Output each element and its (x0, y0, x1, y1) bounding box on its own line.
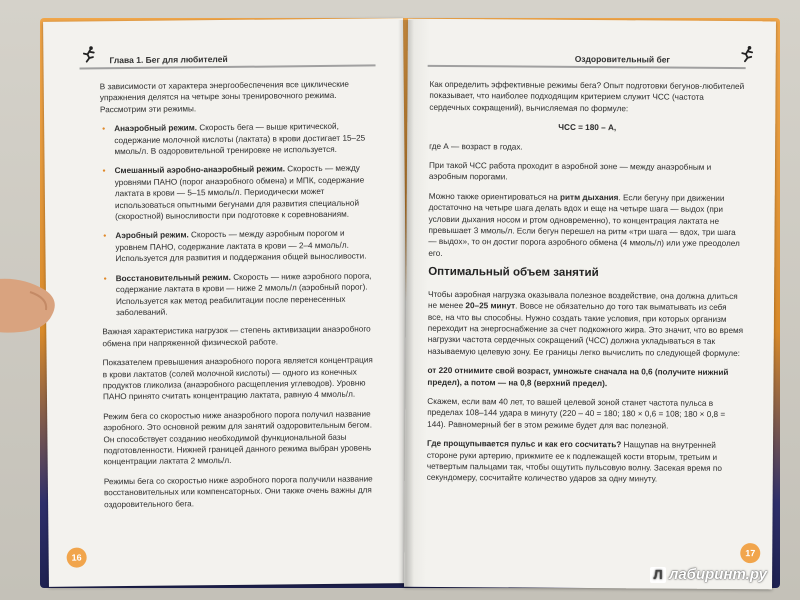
paragraph (428, 289, 744, 360)
emphasis: 20–25 минут (465, 301, 516, 311)
right-page-text (427, 79, 746, 494)
text-run: . Если бегуну при движении достаточно на четыре шага делать вдох и еще на четыре шага — выдох (при условии дыхания носом и ртом одновременно), то концентрация лактата не превышает 3 ммоль/л. Если бегун перешел на ритм «три шага — вдох, три шага — выдох», то он достиг порога аэробного обмена (4 ммоль/л) или уже преодолел его. (428, 193, 740, 258)
watermark (650, 566, 767, 583)
text-run: Нащупав на внутренней стороне руки артерию, прижмите ее к подлежащей кости вторым, третьим и четвертым пальцами так, чтобы ощутить пульсовую волну. Засекая время по секундомеру, сосчитайте количество ударов за одну минуту. (426, 440, 722, 484)
left-page (43, 18, 409, 587)
book-gutter (398, 20, 414, 588)
list-item (102, 270, 374, 318)
text-run: Чтобы аэробная нагрузка оказывала полезное воздействие, она должна длиться не менее (427, 289, 738, 311)
page-number: 16 (67, 547, 87, 567)
term: Анаэробный режим. (114, 123, 198, 134)
list-item (100, 121, 372, 158)
runner-icon (738, 45, 756, 63)
hand (0, 270, 70, 350)
paragraph: Режимы бега со скоростью ниже аэробного порога получили название восстановительных или компенсаторных. Они также очень важны для оздоровительного бега. (103, 474, 373, 509)
list-item (101, 228, 373, 265)
term: Аэробный режим. (115, 230, 189, 241)
list-item (101, 163, 374, 223)
term: Восстановительный режим. (115, 272, 231, 283)
section-header: Оздоровительный бег (574, 53, 671, 65)
left-page-text (100, 78, 377, 518)
paragraph: Как определить эффективные режимы бега? Опыт подготовки бегунов-любителей показывает, что наиболее подходящим критерием служит ЧСС (частота сердечных сокращений), вычисляемая по формуле: (429, 79, 745, 114)
definition: Скорость — между аэробным порогом и уровнем ПАНО, содержание лактата в крови — 2–4 ммоль/л. Используется для развития и поддержания общей выносливости. (115, 229, 367, 264)
emphasis: Где прощупывается пульс и как его сосчитать? (426, 439, 622, 450)
paragraph: Важная характеристика нагрузок — степень активизации анаэробного обмена при напряженной физической работе. (102, 324, 371, 349)
formula: ЧСС = 180 – А, (558, 122, 617, 133)
definition: Скорость — между уровнями ПАНО (порог анаэробного обмена) и МПК, содержание лактата в крови — 5–15 ммоль/л. Периодически может использоваться опытными бегунами для развития специальной (скоростной) выносливости при подготовке к соревнованиям. (114, 164, 365, 222)
text-run: . Вовсе не обязательно до того так выматывать из себя все, на что вы способны. Нужно создать такие условия, при которых организм переходит на энергоснабжение за счет подкожного жира. Это значит, что во время нагрузки частота сердечных сокращений (ЧСС) должна укладываться в так называемую целевую зону. Ее границы легко вычислить по следующей формуле: (427, 301, 744, 358)
paragraph (427, 438, 743, 486)
section-title: Оптимальный объем занятий (428, 266, 599, 280)
term: Смешанный аэробно-анаэробный режим. (114, 164, 286, 176)
bold-instruction: от 220 отнимите свой возраст, умножьте сначала на 0,6 (получите нижний предел), а потом — на 0,8 (верхний предел). (427, 365, 729, 388)
paragraph: Показателем превышения анаэробного порога является концентрация в крови лактатов (солей молочной кислоты) — одного из конечных продуктов гликолиза (анаэробного расщепления углеводов). Уровню ПАНО принято считать концентрацию лактата, равную 4 ммоль/л. (102, 355, 373, 402)
header-rule (80, 64, 376, 69)
watermark-text: лабиринт.ру (669, 566, 767, 583)
header-rule (428, 65, 746, 69)
runner-icon (79, 45, 97, 63)
paragraph: Режим бега со скоростью ниже анаэробного порога получил название аэробного. Это основной режим для занятий оздоровительным бегом. Он способствует созданию необходимой функциональной базы подготовленности. Нижней границей данного режима выбран уровень концентрации лактата 2 ммоль/л. (103, 409, 372, 467)
paragraph: При такой ЧСС работа проходит в аэробной зоне — между анаэробным и аэробным порогами. (428, 160, 712, 182)
paragraph: В зависимости от характера энергообеспечения все циклические упражнения делятся на четыре зоны тренировочного режима. Рассмотрим эти режимы. (99, 79, 350, 115)
paragraph: Скажем, если вам 40 лет, то вашей целевой зоной станет частота пульса в пределах 108–144 удара в минуту (220 – 40 = 180; 180 × 0,6 = 108; 180 × 0,8 = 144). Равномерный бег в этом режиме будет для вас полезной. (427, 396, 726, 431)
chapter-header: Глава 1. Бег для любителей (109, 53, 228, 66)
paragraph (428, 191, 744, 262)
page-number: 17 (740, 543, 760, 563)
definition: Скорость бега — выше критической, содержание молочной кислоты (лактата) в крови достигает 15–25 ммоль/л. В оздоровительной тренировке не используется. (114, 122, 366, 157)
watermark-badge: Л (650, 567, 666, 583)
emphasis: ритм дыхания (560, 192, 619, 203)
paragraph: где А — возраст в годах. (429, 141, 523, 152)
right-page (404, 19, 776, 590)
definition: Скорость — ниже аэробного порога, содержание лактата в крови — ниже 2 ммоль/л (аэробный порог). Используется как метод реабилитации после перенесенных заболеваний. (115, 271, 372, 318)
text-run: Можно также ориентироваться на (428, 191, 561, 202)
